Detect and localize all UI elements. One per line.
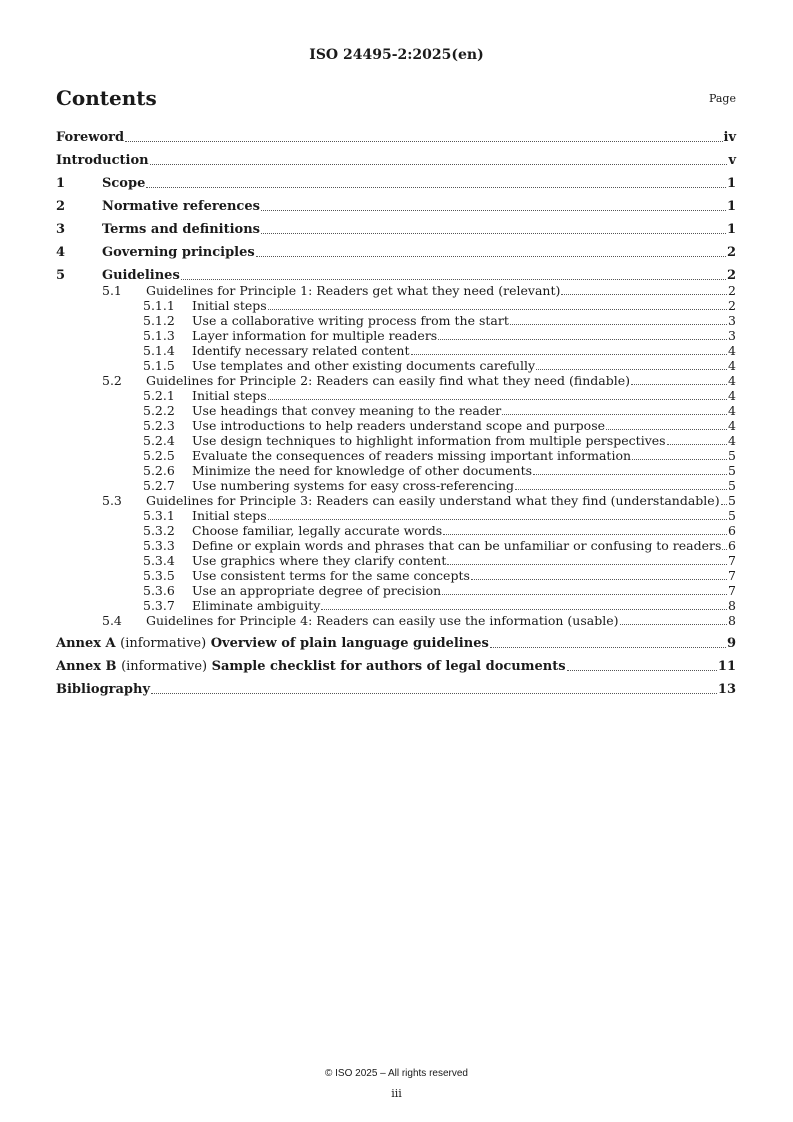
toc-entry-title: Use headings that convey meaning to the reader <box>192 403 502 418</box>
dot-leader <box>411 354 728 355</box>
toc-entry-number: 1 <box>56 176 66 191</box>
toc-entry-title: Normative references <box>102 199 260 214</box>
toc-entry-number: 5.3.6 <box>143 583 175 598</box>
toc-entry[interactable] <box>56 568 736 583</box>
toc-entry-number: 5.1.2 <box>143 313 175 328</box>
toc-entry-number: 5 <box>56 268 66 283</box>
toc-entry[interactable] <box>56 523 736 538</box>
toc-entry[interactable] <box>56 538 736 553</box>
toc-entry-title: Define or explain words and phrases that can be unfamiliar or confusing to readers <box>192 538 722 553</box>
toc-entry-number: 2 <box>56 199 66 214</box>
toc-entry-title: Terms and definitions <box>102 222 260 237</box>
dot-leader <box>438 339 727 340</box>
toc-entry-title: Use graphics where they clarify content <box>192 553 447 568</box>
toc-entry-page: 5 <box>728 448 736 463</box>
dot-leader <box>151 693 717 694</box>
dot-leader <box>721 504 727 505</box>
toc-entry[interactable] <box>56 659 736 674</box>
toc-entry[interactable] <box>56 283 736 298</box>
toc-entry-title: Use introductions to help readers understand scope and purpose <box>192 418 606 433</box>
toc-entry-page: 7 <box>728 568 736 583</box>
annex-title: Sample checklist for authors of legal documents <box>211 659 566 674</box>
toc-entry-number: 5.3.4 <box>143 553 175 568</box>
toc-entry-title: Guidelines for Principle 2: Readers can easily find what they need (findable) <box>146 373 630 388</box>
toc-entry-page: 9 <box>726 636 736 651</box>
toc-entry-page: iv <box>723 130 736 145</box>
dot-leader <box>146 187 726 188</box>
toc-entry-page: 4 <box>728 358 736 373</box>
toc-entry-title: Use consistent terms for the same concepts <box>192 568 470 583</box>
toc-entry-title: Minimize the need for knowledge of other documents <box>192 463 533 478</box>
toc-entry-title: Bibliography <box>56 682 151 697</box>
toc-entry-page: 2 <box>728 283 736 298</box>
toc-entry-title: Choose familiar, legally accurate words <box>192 523 443 538</box>
toc-entry[interactable] <box>56 418 736 433</box>
toc-entry-page: 3 <box>728 328 736 343</box>
dot-leader <box>442 594 727 595</box>
toc-entry-title: Eliminate ambiguity <box>192 598 321 613</box>
toc-entry[interactable] <box>56 613 736 628</box>
dot-leader <box>321 609 727 610</box>
annex-title: Overview of plain language guidelines <box>210 636 489 651</box>
dot-leader <box>256 256 726 257</box>
toc-entry-title: Foreword <box>56 130 125 145</box>
toc-entry-title: Introduction <box>56 153 149 168</box>
toc-entry-number: 5.2.6 <box>143 463 175 478</box>
toc-entry-number: 5.1.5 <box>143 358 175 373</box>
dot-leader <box>722 549 727 550</box>
toc-entry-number: 5.2.5 <box>143 448 175 463</box>
toc-entry-number: 4 <box>56 245 66 260</box>
dot-leader <box>471 579 727 580</box>
toc-entry-number: 5.1 <box>102 283 122 298</box>
toc-entry-page: 2 <box>726 268 736 283</box>
toc-entry-page: 13 <box>717 682 736 697</box>
toc-entry-title: Evaluate the consequences of readers missing important information <box>192 448 632 463</box>
toc-entry-page: 4 <box>728 433 736 448</box>
toc-entry-page: 2 <box>726 245 736 260</box>
toc-entry-title <box>56 659 566 674</box>
dot-leader <box>515 489 727 490</box>
toc-entry-number: 5.3.3 <box>143 538 175 553</box>
toc-entry-title: Guidelines for Principle 3: Readers can easily understand what they find (understandable) <box>146 493 720 508</box>
toc-entry-page: 5 <box>728 463 736 478</box>
toc-entry[interactable] <box>56 343 736 358</box>
dot-leader <box>181 279 726 280</box>
toc-entry-page: 6 <box>728 538 736 553</box>
toc-entry-page: 8 <box>728 598 736 613</box>
toc-entry[interactable] <box>56 493 736 508</box>
contents-title: Contents <box>56 86 157 110</box>
dot-leader <box>533 474 727 475</box>
toc-entry-number: 5.1.3 <box>143 328 175 343</box>
toc-entry-page: 7 <box>728 553 736 568</box>
dot-leader <box>443 534 727 535</box>
dot-leader <box>632 459 727 460</box>
toc-entry[interactable] <box>56 373 736 388</box>
dot-leader <box>510 324 727 325</box>
toc-entry-number: 5.3 <box>102 493 122 508</box>
toc-entry[interactable] <box>56 153 736 168</box>
toc-entry[interactable] <box>56 583 736 598</box>
dot-leader <box>125 141 722 142</box>
toc-entry-title: Initial steps <box>192 388 267 403</box>
page-column-label: Page <box>708 92 736 105</box>
dot-leader <box>447 564 727 565</box>
toc-entry[interactable] <box>56 268 736 283</box>
toc-entry-number: 5.2.1 <box>143 388 175 403</box>
dot-leader <box>606 429 727 430</box>
dot-leader <box>268 399 727 400</box>
annex-label: (informative) <box>120 636 207 651</box>
toc-entry-title: Use templates and other existing documents carefully <box>192 358 536 373</box>
document-id-header: ISO 24495-2:2025(en) <box>309 47 484 63</box>
annex-number: Annex B <box>56 659 117 674</box>
dot-leader <box>150 164 728 165</box>
toc-entry[interactable] <box>56 598 736 613</box>
toc-entry[interactable] <box>56 313 736 328</box>
toc-entry-page: 5 <box>728 493 736 508</box>
toc-entry-title: Use a collaborative writing process from the start <box>192 313 509 328</box>
toc-entry[interactable] <box>56 403 736 418</box>
toc-entry-number: 5.1.1 <box>143 298 175 313</box>
toc-entry[interactable] <box>56 222 736 237</box>
toc-entry-title: Guidelines for Principle 1: Readers get what they need (relevant) <box>146 283 561 298</box>
toc-entry-page: 7 <box>728 583 736 598</box>
toc-entry-title: Use an appropriate degree of precision <box>192 583 442 598</box>
toc-entry-number: 5.2.7 <box>143 478 175 493</box>
table-of-contents <box>56 128 736 697</box>
toc-entry-page: 11 <box>717 659 736 674</box>
toc-entry[interactable] <box>56 245 736 260</box>
toc-entry-number: 5.2.3 <box>143 418 175 433</box>
toc-entry-number: 5.1.4 <box>143 343 175 358</box>
toc-entry-page: 4 <box>728 403 736 418</box>
dot-leader <box>561 294 727 295</box>
toc-entry[interactable] <box>56 682 736 697</box>
toc-entry[interactable] <box>56 176 736 191</box>
toc-entry-page: 3 <box>728 313 736 328</box>
dot-leader <box>268 519 727 520</box>
toc-entry-number: 5.2.2 <box>143 403 175 418</box>
toc-entry-page: 4 <box>728 373 736 388</box>
copyright-footer: © ISO 2025 – All rights reserved <box>325 1068 468 1079</box>
dot-leader <box>536 369 727 370</box>
toc-entry-page: 8 <box>728 613 736 628</box>
dot-leader <box>567 670 717 671</box>
toc-entry-title: Layer information for multiple readers <box>192 328 438 343</box>
toc-entry-title: Initial steps <box>192 508 267 523</box>
annex-number: Annex A <box>56 636 116 651</box>
toc-entry[interactable] <box>56 463 736 478</box>
toc-entry-number: 3 <box>56 222 66 237</box>
toc-entry-number: 5.3.2 <box>143 523 175 538</box>
toc-entry-page: 5 <box>728 478 736 493</box>
annex-label: (informative) <box>121 659 208 674</box>
toc-entry-page: 1 <box>726 222 736 237</box>
toc-entry-page: 4 <box>728 343 736 358</box>
toc-entry[interactable] <box>56 358 736 373</box>
toc-entry-page: 2 <box>728 298 736 313</box>
toc-entry-title: Guidelines for Principle 4: Readers can easily use the information (usable) <box>146 613 619 628</box>
dot-leader <box>268 309 727 310</box>
toc-entry[interactable] <box>56 433 736 448</box>
toc-entry[interactable] <box>56 478 736 493</box>
toc-entry-number: 5.4 <box>102 613 122 628</box>
toc-entry[interactable] <box>56 508 736 523</box>
toc-entry-title: Initial steps <box>192 298 267 313</box>
toc-entry-page: 6 <box>728 523 736 538</box>
toc-entry-number: 5.3.5 <box>143 568 175 583</box>
toc-entry-title: Use design techniques to highlight information from multiple perspectives <box>192 433 666 448</box>
dot-leader <box>261 210 726 211</box>
dot-leader <box>261 233 726 234</box>
dot-leader <box>490 647 726 648</box>
toc-entry-number: 5.3.7 <box>143 598 175 613</box>
toc-entry[interactable] <box>56 130 736 145</box>
toc-entry-page: 5 <box>728 508 736 523</box>
toc-entry-number: 5.3.1 <box>143 508 175 523</box>
toc-entry[interactable] <box>56 553 736 568</box>
toc-entry-title: Use numbering systems for easy cross-referencing <box>192 478 515 493</box>
toc-entry[interactable] <box>56 448 736 463</box>
toc-entry-page: 1 <box>726 176 736 191</box>
toc-entry-page: v <box>728 153 736 168</box>
toc-entry-title: Guidelines <box>102 268 180 283</box>
page-number: iii <box>391 1087 402 1100</box>
toc-entry[interactable] <box>56 328 736 343</box>
toc-entry[interactable] <box>56 636 736 651</box>
toc-entry-number: 5.2.4 <box>143 433 175 448</box>
dot-leader <box>631 384 727 385</box>
toc-entry-title: Governing principles <box>102 245 255 260</box>
toc-entry[interactable] <box>56 298 736 313</box>
toc-entry-page: 4 <box>728 418 736 433</box>
dot-leader <box>502 414 727 415</box>
toc-entry-title: Identify necessary related content <box>192 343 410 358</box>
toc-entry-title <box>56 636 489 651</box>
dot-leader <box>667 444 727 445</box>
toc-entry[interactable] <box>56 199 736 214</box>
toc-entry[interactable] <box>56 388 736 403</box>
toc-entry-title: Scope <box>102 176 146 191</box>
dot-leader <box>620 624 728 625</box>
toc-entry-number: 5.2 <box>102 373 122 388</box>
toc-entry-page: 1 <box>726 199 736 214</box>
toc-entry-page: 4 <box>728 388 736 403</box>
